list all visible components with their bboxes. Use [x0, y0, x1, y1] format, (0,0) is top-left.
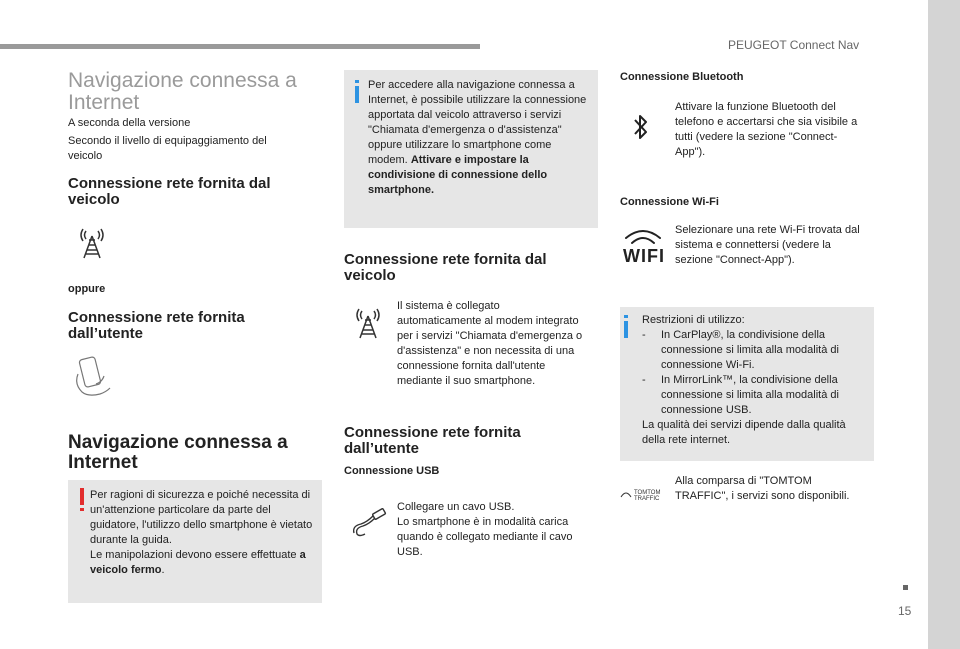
oppure-label: oppure: [68, 283, 106, 295]
side-strip: [928, 0, 960, 649]
heading-vehicle-network: Connessione rete fornita dal veicolo: [68, 175, 271, 208]
subtitle-equipment: Secondo il livello di equipaggiamento del veicolo: [68, 135, 267, 162]
heading-user-network-2: Connessione rete fornita dall’utente: [344, 424, 521, 457]
wifi-icon-text: WIFI: [623, 246, 665, 266]
header-title: PEUGEOT Connect Nav: [728, 38, 860, 52]
info-icon: [355, 86, 359, 103]
wifi-label: Connessione Wi-Fi: [620, 196, 719, 208]
wifi-icon: [622, 228, 664, 268]
tomtom-icon-text: TOMTOM TRAFFIC: [634, 490, 661, 502]
usb-cable-icon: [351, 508, 389, 543]
warning-text: Per ragioni di sicurezza e poiché necessita di un'attenzione particolare da parte del guidatore, l'utilizzo dello smartphone è vietato durante la guida. Le manipolazioni devono essere effettuate: [90, 489, 313, 561]
restrictions-box: [620, 307, 874, 461]
info-text: Per accedere alla navigazione connessa a Internet, è possibile utilizzare la connessione apportata dal veicolo attraverso i servizi "Chiamata d'emergenza o d'assistenza" oppure utilizzare lo smartphone come modem.: [368, 79, 587, 166]
tomtom-text: Alla comparsa di "TOMTOM TRAFFIC", i servizi sono disponibili.: [675, 475, 850, 502]
page-title: Navigazione connessa a Internet: [68, 69, 297, 114]
restriction-item-carplay: - In CarPlay®, la condivisione della connessione si limita alla modalità di connessione Wi-Fi.: [642, 328, 870, 373]
restrictions-title: Restrizioni di utilizzo:: [642, 314, 745, 326]
subtitle-version: A seconda della versione: [68, 117, 191, 129]
info-bold-text: Attivare e impostare la condivisione di connessione dello smartphone.: [368, 154, 548, 196]
antenna-icon: [76, 226, 108, 265]
heading-vehicle-network-2: Connessione rete fornita dal veicolo: [344, 251, 547, 284]
top-rule: [0, 44, 480, 49]
antenna-icon: [352, 306, 384, 345]
usb-text: Collegare un cavo USB. Lo smartphone è in modalità carica quando è collegato mediante il cavo USB.: [397, 501, 573, 558]
tomtom-traffic-icon: [620, 486, 664, 506]
restrictions-note: La qualità dei servizi dipende dalla qualità della rete internet.: [642, 419, 846, 446]
warning-icon: [80, 488, 84, 505]
smartphone-hand-icon: [70, 354, 116, 403]
page-number: 15: [898, 604, 912, 618]
info-icon: [624, 321, 628, 338]
heading-connected-navigation: Navigazione connessa a Internet: [68, 432, 288, 473]
bluetooth-icon: [633, 112, 649, 147]
restriction-item-mirrorlink: - In MirrorLink™, la condivisione della connessione si limita alla modalità di connessione USB.: [642, 373, 870, 418]
warning-box: [68, 480, 322, 603]
end-of-chapter-mark: [903, 585, 908, 590]
heading-user-network: Connessione rete fornita dall’utente: [68, 309, 245, 342]
info-box: [344, 70, 598, 228]
warning-bold-text: a veicolo fermo: [90, 549, 306, 576]
usb-label: Connessione USB: [344, 465, 440, 477]
bluetooth-text: Attivare la funzione Bluetooth del telefono e accertarsi che sia visibile a tutti (vedere la sezione "Connect-App").: [675, 101, 858, 158]
bluetooth-label: Connessione Bluetooth: [620, 71, 744, 83]
warning-end: .: [161, 564, 165, 576]
wifi-text: Selezionare una rete Wi-Fi trovata dal sistema e connettersi (vedere la sezione "Connect-App").: [675, 224, 860, 266]
vehicle-network-text: Il sistema è collegato automaticamente al modem integrato per i servizi "Chiamata d'emergenza o d'assistenza" e non necessita di una connessione fornita dall'utente mediante il suo smartphone.: [397, 300, 583, 387]
